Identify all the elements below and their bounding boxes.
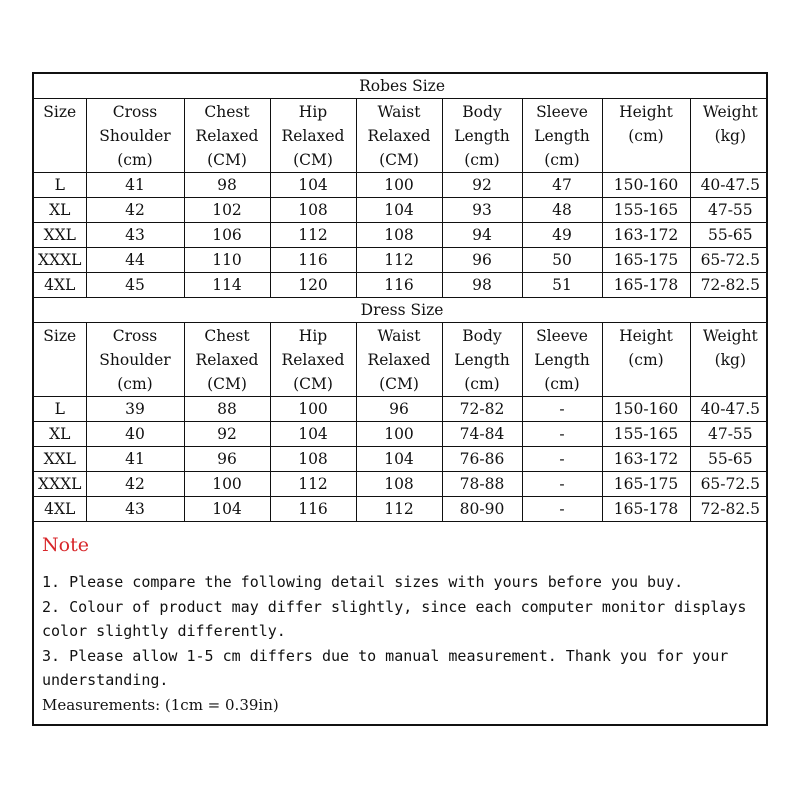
table-cell: 98 <box>442 273 522 298</box>
column-header <box>34 99 86 173</box>
table-cell: 155-165 <box>602 422 690 447</box>
table-cell: 94 <box>442 223 522 248</box>
column-header-line: Body <box>462 103 502 121</box>
column-header <box>34 323 86 397</box>
table-row <box>34 497 768 522</box>
column-header <box>86 99 184 173</box>
table-cell: 104 <box>356 198 442 223</box>
measurements-text: Measurements: (1cm = 0.39in) <box>42 695 279 714</box>
table-cell: 40-47.5 <box>690 397 768 422</box>
column-header-line: (CM) <box>379 375 419 393</box>
table-cell: - <box>522 472 602 497</box>
column-header-line: (cm) <box>628 127 664 145</box>
table-cell: 51 <box>522 273 602 298</box>
table-cell: 150-160 <box>602 397 690 422</box>
column-header <box>602 99 690 173</box>
table-cell: 104 <box>270 422 356 447</box>
robes-header-row <box>34 99 768 173</box>
table-cell: 150-160 <box>602 173 690 198</box>
table-cell: 112 <box>356 497 442 522</box>
column-header <box>602 323 690 397</box>
column-header-line: (CM) <box>207 375 247 393</box>
table-cell: 116 <box>356 273 442 298</box>
table-cell: 104 <box>184 497 270 522</box>
table-row <box>34 223 768 248</box>
column-header-line: Length <box>454 127 510 145</box>
table-row <box>34 248 768 273</box>
column-header-line: Waist <box>377 103 421 121</box>
table-cell: 92 <box>184 422 270 447</box>
column-header-line: Relaxed <box>195 351 259 369</box>
table-cell: 98 <box>184 173 270 198</box>
dress-section <box>34 298 768 522</box>
table-cell: - <box>522 397 602 422</box>
table-cell: 108 <box>270 198 356 223</box>
table-cell: 93 <box>442 198 522 223</box>
column-header <box>690 99 768 173</box>
table-cell: 155-165 <box>602 198 690 223</box>
table-cell: 4XL <box>34 273 86 298</box>
column-header-line: Body <box>462 327 502 345</box>
table-cell: 110 <box>184 248 270 273</box>
table-cell: 88 <box>184 397 270 422</box>
table-cell: L <box>34 397 86 422</box>
table-cell: 55-65 <box>690 223 768 248</box>
column-header-line: (cm) <box>544 375 580 393</box>
column-header <box>270 323 356 397</box>
column-header <box>86 323 184 397</box>
table-cell: 47 <box>522 173 602 198</box>
table-cell: 112 <box>270 472 356 497</box>
note-line: 1. Please compare the following detail sizes with yours before you buy. <box>42 573 684 591</box>
column-header-line: Relaxed <box>367 127 431 145</box>
column-header-line: (CM) <box>207 151 247 169</box>
column-header-line: Relaxed <box>281 127 345 145</box>
column-header-line: Shoulder <box>99 351 171 369</box>
column-header-line: (CM) <box>293 151 333 169</box>
table-cell: XL <box>34 422 86 447</box>
table-cell: 104 <box>356 447 442 472</box>
table-cell: 165-178 <box>602 497 690 522</box>
table-cell: 47-55 <box>690 422 768 447</box>
table-cell: 49 <box>522 223 602 248</box>
table-cell: 96 <box>184 447 270 472</box>
column-header-line: Sleeve <box>536 103 588 121</box>
table-cell: 45 <box>86 273 184 298</box>
column-header-line: (CM) <box>379 151 419 169</box>
size-table <box>34 74 768 522</box>
column-header <box>442 323 522 397</box>
table-cell: 108 <box>356 472 442 497</box>
column-header-line: (cm) <box>544 151 580 169</box>
note-line: understanding. <box>42 671 169 689</box>
column-header-line: Sleeve <box>536 327 588 345</box>
table-cell: 76-86 <box>442 447 522 472</box>
table-cell: XL <box>34 198 86 223</box>
table-cell: XXL <box>34 223 86 248</box>
table-cell: 39 <box>86 397 184 422</box>
table-cell: 104 <box>270 173 356 198</box>
table-cell: L <box>34 173 86 198</box>
column-header-line: Hip <box>298 103 328 121</box>
table-cell: 106 <box>184 223 270 248</box>
dress-header-row <box>34 323 768 397</box>
table-cell: 47-55 <box>690 198 768 223</box>
table-cell: 165-175 <box>602 248 690 273</box>
note-line: 2. Colour of product may differ slightly, since each computer monitor displays <box>42 597 747 616</box>
table-cell: 41 <box>86 447 184 472</box>
table-cell: 96 <box>442 248 522 273</box>
table-row <box>34 422 768 447</box>
column-header <box>522 99 602 173</box>
column-header-line: (cm) <box>464 375 500 393</box>
column-header-line: Length <box>454 351 510 369</box>
column-header-line: Chest <box>204 327 250 345</box>
table-cell: XXXL <box>34 248 86 273</box>
table-cell: 42 <box>86 198 184 223</box>
note-lines <box>42 570 758 693</box>
table-cell: 40-47.5 <box>690 173 768 198</box>
table-cell: 42 <box>86 472 184 497</box>
robes-section <box>34 74 768 298</box>
table-cell: XXXL <box>34 472 86 497</box>
table-cell: 65-72.5 <box>690 248 768 273</box>
column-header <box>270 99 356 173</box>
column-header-line: (CM) <box>293 375 333 393</box>
column-header-line: (kg) <box>714 127 747 145</box>
table-cell: 102 <box>184 198 270 223</box>
column-header-line: Waist <box>377 327 421 345</box>
column-header-line: (kg) <box>714 351 747 369</box>
column-header-line: Height <box>619 327 673 345</box>
table-cell: 120 <box>270 273 356 298</box>
table-cell: 40 <box>86 422 184 447</box>
table-cell: 41 <box>86 173 184 198</box>
table-cell: 163-172 <box>602 447 690 472</box>
column-header-line: Length <box>534 127 590 145</box>
table-cell: 116 <box>270 497 356 522</box>
size-chart <box>32 72 768 726</box>
column-header-line: Hip <box>298 327 328 345</box>
column-header-line: Relaxed <box>195 127 259 145</box>
note-line: 3. Please allow 1-5 cm differs due to manual measurement. Thank you for your <box>42 646 729 665</box>
column-header-line: Length <box>534 351 590 369</box>
column-header <box>442 99 522 173</box>
notes-section <box>34 522 766 717</box>
table-row <box>34 198 768 223</box>
column-header <box>184 99 270 173</box>
table-cell: 55-65 <box>690 447 768 472</box>
column-header-line: Relaxed <box>367 351 431 369</box>
table-cell: 4XL <box>34 497 86 522</box>
column-header <box>690 323 768 397</box>
table-row <box>34 397 768 422</box>
table-cell: 165-178 <box>602 273 690 298</box>
column-header-line: (cm) <box>117 375 153 393</box>
table-cell: 165-175 <box>602 472 690 497</box>
column-header-line: Chest <box>204 103 250 121</box>
table-cell: 78-88 <box>442 472 522 497</box>
table-cell: 112 <box>270 223 356 248</box>
table-cell: 100 <box>356 422 442 447</box>
column-header-line: Weight <box>702 327 758 345</box>
table-cell: 96 <box>356 397 442 422</box>
table-row <box>34 173 768 198</box>
table-cell: 112 <box>356 248 442 273</box>
table-cell: 108 <box>270 447 356 472</box>
column-header-line: (cm) <box>117 151 153 169</box>
table-cell: 72-82.5 <box>690 273 768 298</box>
table-cell: - <box>522 422 602 447</box>
note-title: Note <box>42 534 89 556</box>
table-cell: XXL <box>34 447 86 472</box>
table-cell: 43 <box>86 223 184 248</box>
table-cell: 44 <box>86 248 184 273</box>
table-row <box>34 472 768 497</box>
table-cell: 116 <box>270 248 356 273</box>
column-header <box>356 323 442 397</box>
table-cell: 48 <box>522 198 602 223</box>
table-cell: 65-72.5 <box>690 472 768 497</box>
column-header <box>522 323 602 397</box>
column-header-line: Shoulder <box>99 127 171 145</box>
table-cell: 80-90 <box>442 497 522 522</box>
column-header-line: (cm) <box>464 151 500 169</box>
table-cell: 72-82.5 <box>690 497 768 522</box>
table-cell: 100 <box>184 472 270 497</box>
column-header-line: Size <box>43 327 77 345</box>
column-header-line: Weight <box>702 103 758 121</box>
column-header <box>184 323 270 397</box>
table-cell: 114 <box>184 273 270 298</box>
table-cell: 100 <box>270 397 356 422</box>
table-cell: 100 <box>356 173 442 198</box>
table-row <box>34 273 768 298</box>
table-row <box>34 447 768 472</box>
table-cell: - <box>522 447 602 472</box>
table-cell: 92 <box>442 173 522 198</box>
column-header <box>356 99 442 173</box>
note-line: color slightly differently. <box>42 622 286 640</box>
column-header-line: Cross <box>112 103 158 121</box>
table-cell: 43 <box>86 497 184 522</box>
column-header-line: Size <box>43 103 77 121</box>
column-header-line: Cross <box>112 327 158 345</box>
robes-title: Robes Size <box>34 74 768 99</box>
column-header-line: Relaxed <box>281 351 345 369</box>
table-cell: - <box>522 497 602 522</box>
table-cell: 50 <box>522 248 602 273</box>
table-cell: 163-172 <box>602 223 690 248</box>
column-header-line: Height <box>619 103 673 121</box>
column-header-line: (cm) <box>628 351 664 369</box>
dress-title: Dress Size <box>34 298 768 323</box>
table-cell: 74-84 <box>442 422 522 447</box>
table-cell: 72-82 <box>442 397 522 422</box>
table-cell: 108 <box>356 223 442 248</box>
